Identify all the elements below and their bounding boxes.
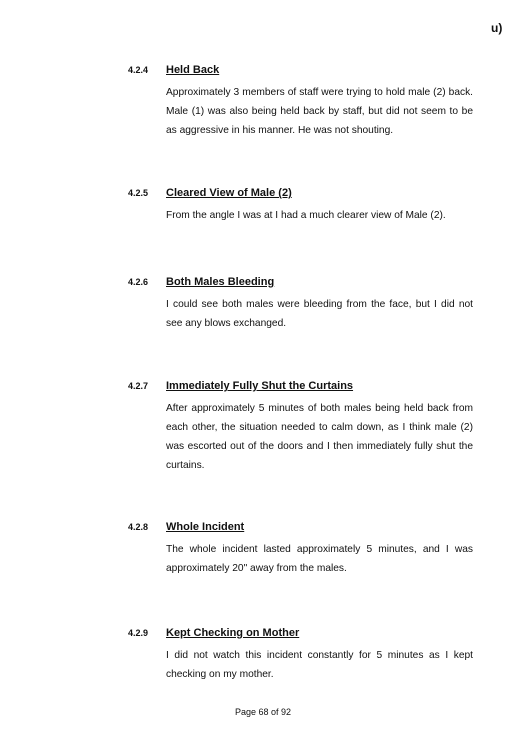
section-heading [128, 275, 473, 291]
section-4-2-5 [128, 186, 473, 225]
page-corner-mark: u) [491, 21, 503, 35]
section-4-2-8 [128, 520, 473, 578]
section-title: Both Males Bleeding [166, 276, 275, 288]
section-number: 4.2.4 [128, 65, 149, 75]
page-footer: Page 68 of 92 [234, 707, 292, 717]
section-number: 4.2.8 [128, 522, 149, 532]
section-body: Approximately 3 members of staff were trying to hold male (2) back. Male (1) was also being held back by staff, but did not seem to be as aggressive in his manner. He was not shouting. [166, 87, 473, 136]
section-body: The whole incident lasted approximately 5 minutes, and I was approximately 20" away from the males. [166, 544, 473, 574]
section-body: I did not watch this incident constantly for 5 minutes as I kept checking on my mother. [166, 650, 473, 680]
section-number: 4.2.7 [128, 381, 149, 391]
section-body: From the angle I was at I had a much clearer view of Male (2). [166, 210, 446, 221]
section-number: 4.2.9 [128, 628, 149, 638]
section-heading [128, 63, 473, 79]
section-heading [128, 626, 473, 642]
section-number: 4.2.6 [128, 277, 149, 287]
section-title: Cleared View of Male (2) [166, 187, 292, 199]
section-body: I could see both males were bleeding from the face, but I did not see any blows exchanged. [166, 299, 473, 329]
section-title: Held Back [166, 64, 220, 76]
section-title: Whole Incident [166, 521, 245, 533]
section-4-2-7 [128, 379, 473, 475]
section-heading [128, 520, 473, 536]
section-body: After approximately 5 minutes of both males being held back from each other, the situation needed to calm down, as I think male (2) was escorted out of the doors and I then immediately fully shut the curtains. [166, 403, 473, 471]
section-heading [128, 379, 473, 395]
section-title: Immediately Fully Shut the Curtains [166, 380, 354, 392]
section-heading [128, 186, 473, 202]
section-number: 4.2.5 [128, 188, 149, 198]
section-title: Kept Checking on Mother [166, 627, 300, 639]
section-4-2-6 [128, 275, 473, 333]
section-4-2-9 [128, 626, 473, 684]
section-4-2-4 [128, 63, 473, 140]
